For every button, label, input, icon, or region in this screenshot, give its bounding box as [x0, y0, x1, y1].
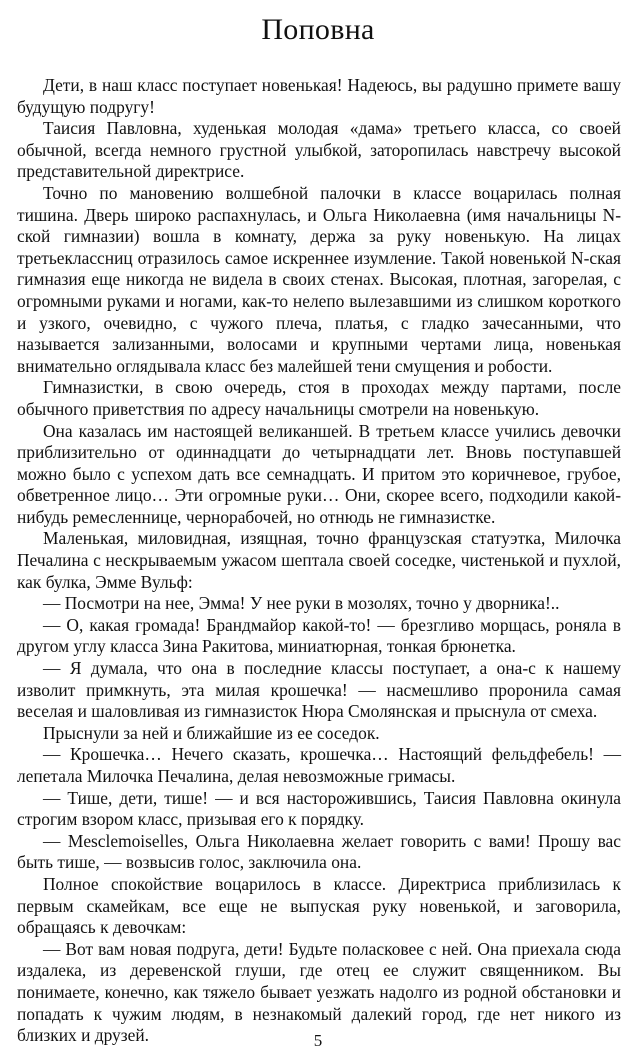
paragraph: Маленькая, миловидная, изящная, точно французская статуэтка, Милочка Печалина с нескрываемым ужасом шептала своей соседке, чистенькой и пухлой, как булка, Эмме Вульф:: [17, 528, 621, 592]
paragraph: Таисия Павловна, худенькая молодая «дама» третьего класса, со своей обычной, всегда немного грустной улыбкой, заторопилась навстречу высокой представительной директрисе.: [17, 118, 621, 182]
chapter-body: [17, 75, 621, 1047]
dialogue-line: — О, какая громада! Брандмайор какой-то! — брезгливо морщась, роняла в другом углу класса Зина Ракитова, миниатюрная, тонкая брюнетка.: [17, 614, 621, 657]
paragraph: Дети, в наш класс поступает новенькая! Надеюсь, вы радушно примете вашу будущую подругу!: [17, 75, 621, 117]
paragraph: Гимназистки, в свою очередь, стоя в проходах между партами, после обычного приветствия по адресу начальницы смотрели на новенькую.: [17, 377, 621, 419]
dialogue-line: — Я думала, что она в последние классы поступает, а она-с к нашему изволит примкнуть, эта милая крошечка! — насмешливо проронила самая веселая и шаловливая из гимназисток Нюра Смолянская и прыснула от смеха.: [17, 658, 621, 722]
dialogue-line: — Крошечка… Нечего сказать, крошечка… Настоящий фельдфебель! — лепетала Милочка Печалина, делая невозможные гримасы.: [17, 744, 621, 786]
dialogue-line: — Посмотри на нее, Эмма! У нее руки в мозолях, точно у дворника!..: [43, 593, 560, 614]
paragraph: Точно по мановению волшебной палочки в классе воцарилась полная тишина. Дверь широко распахнулась, и Ольга Николаевна (имя начальницы N-ской гимназии) вошла в комнату, держа за руку новенькую. На лицах третьеклассниц отразилось самое искреннее изумление. Такой новенькой N-ская гимназия еще никогда не видела в своих стенах. Высокая, плотная, загорелая, с огромными руками и ногами, как-то нелепо вылезавшими из слишком короткого и узкого, очевидно, с чужого плеча, платья, с гладко зачесанными, что называется зализанными, волосами и крупными чертами лица, новенькая внимательно оглядывала класс без малейшей тени смущения и робости.: [17, 182, 621, 376]
chapter-title: Поповна: [261, 13, 375, 46]
page-number: 5: [313, 1031, 323, 1050]
paragraph: Полное спокойствие воцарилось в классе. Директриса приблизилась к первым скамейкам, все еще не выпуская руку новенькой, и заговорила, обращаясь к девочкам:: [17, 873, 621, 938]
paragraph: Она казалась им настоящей великаншей. В третьем классе учились девочки приблизительно от одиннадцати до четырнадцати лет. Вновь поступавшей можно было с успехом дать все семнадцать. И притом это коричневое, грубое, обветренное лицо… Эти огромные руки… Они, скорее всего, подходили какой-нибудь ремесленнице, чернорабочей, но отнюдь не гимназистке.: [17, 420, 621, 527]
dialogue-line: — Mesclemoiselles, Ольга Николаевна желает говорить с вами! Прошу вас быть тише, — возвысив голос, заключила она.: [17, 830, 621, 873]
dialogue-line: — Вот вам новая подруга, дети! Будьте поласковее с ней. Она приехала сюда издалека, из деревенской глуши, где отец ее служит священником. Вы понимаете, конечно, как тяжело бывает уезжать надолго из родной обстановки и попадать к чужим людям, в незнакомый далекий город, где нет никого из близких и друзей.: [17, 938, 621, 1046]
dialogue-line: — Тише, дети, тише! — и вся насторожившись, Таисия Павловна окинула строгим взором класс, призывая его к порядку.: [17, 787, 621, 830]
paragraph: Прыснули за ней и ближайшие из ее соседок.: [43, 722, 380, 743]
